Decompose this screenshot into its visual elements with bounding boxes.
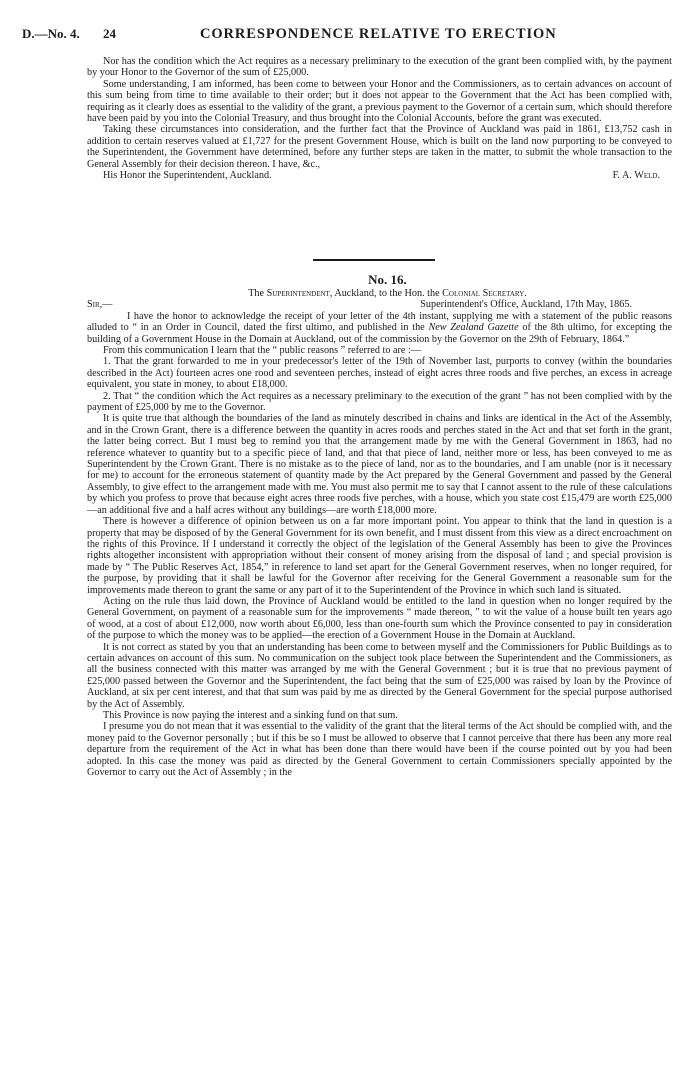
- salutation-dateline: [87, 299, 672, 310]
- paragraph: 1. That the grant forwarded to me in your predecessor's letter of the 19th of November last, purports to convey (within the boundaries described in the Act) fourteen acres one rood and seventeen perches, instead of eight acres three roods and five perches, an excess in acreage equivalent, you state in money, to about £18,000.: [87, 356, 672, 391]
- page-header: [0, 26, 700, 46]
- salutation: Sir,—: [87, 299, 113, 311]
- addressee: His Honor the Superintendent, Auckland.: [103, 170, 272, 182]
- paragraph: Some understanding, I am informed, has been come to between your Honor and the Commissioners, as to certain advances on account of this sum being from time to time available to their order; but it does not appear to the Government that the Act has been complied with, requiring as it clearly does as essential to the validity of the grant, a previous payment to the Governor of a certain sum, which should therefore have been paid by you into the Colonial Treasury, and thus brought into the Colonial Accounts, before the grant was executed.: [87, 78, 672, 125]
- gazette-title: New Zealand Gazette: [428, 322, 519, 334]
- paragraph: I presume you do not mean that it was essential to the validity of the grant that the literal terms of the Act should be complied with, and the money paid to the Governor personally ; but if this be so I must be allowed to observe that I cannot perceive that there has been any more real departure from the requirement of the Act in what has been done than there would have been if the course pointed out by you had been adopted. In this case the money was paid as directed by the General Government to certain Commissioners specially appointed by the Governor to carry out the Act of Assembly ; in the: [87, 721, 672, 779]
- paragraph: There is however a difference of opinion between us on a far more important point. You appear to think that the land in question is a property that may be disposed of by the General Government for its own benefit, and I must dissent from this view as a direct encroachment on the rights of this Province. If I understand it correctly the object of the legislation of the General Assembly has been to give the Provinces rights altogether inconsistent with appropriation without their consent of money arising from the disposal of land ; and special provision is made by “ The Public Reserves Act, 1854,” in reference to land set apart for the General Government reserves, when no longer required, for the purpose, by providing that it shall be lawful for the Governor after receiving for the General Government a reasonable sum for the improvements made thereon to grant the same or any part of it to the Superintendent of the Province in which such land is situated.: [87, 516, 672, 596]
- letter-number: No. 16.: [368, 272, 407, 287]
- section-divider: [313, 259, 435, 261]
- paragraph: It is quite true that although the boundaries of the land as minutely described in chains and links are identical in the Act of the Assembly, and in the Crown Grant, there is a difference between the quantity in acres roods and perches stated in the Act and that set forth in the grant, the latter being correct. But I must beg to remind you that the arrangement made by me with the General Government in 1863, had no reference whatever to quantity but to a specific piece of land, and that that piece of land, neither more or less, has been conveyed to me as Superintendent by the Crown Grant. There is no mistake as to the piece of land, nor as to the boundaries, and I am unable (nor is it necessary for me) to account for the erroneous statement of quantity made by the Act prepared by the General Government and passed by the General Assembly, to give effect to the arrangement made with me. You must also permit me to say that I cannot assent to the rule of these calculations by which you profess to prove that because eight acres three roods five perches, with a house, which you state cost £15,479 are worth £25,000—an additional five and a half acres without any buildings—are worth £18,000 more.: [87, 413, 672, 516]
- paragraph: From this communication I learn that the “ public reasons ” referred to are :—: [103, 345, 421, 357]
- paragraph: Nor has the condition which the Act requires as a necessary preliminary to the execution of the grant been complied with, by the payment by your Honor to the Governor of the sum of £25,000.: [87, 56, 672, 79]
- document-reference: D.—No. 4.: [22, 26, 80, 41]
- paragraph: Taking these circumstances into consideration, and the further fact that the Province of Auckland was paid in 1861, £13,752 cash in addition to certain reserves valued at £1,727 for the present Government House, which is built on the land now purporting to be conveyed to the Superintendent, the Government have determined, before any further steps are taken in the matter, to submit the whole transaction to the General Assembly for their decision thereon. I have, &c.,: [87, 124, 672, 170]
- signatory: F. A. Weld.: [612, 170, 660, 182]
- paragraph: Acting on the rule thus laid down, the Province of Auckland would be entitled to the land in question when no longer required by the General Government, on payment of a reasonable sum for the improvements “ made thereon, ” to wit the value of a house built ten years ago of wood, at a cost of about £12,000, now worth about £6,000, less than one-fourth sum which the Province consented to pay in consideration of the purpose to which the money was to be applied—the erection of a Government House in the Domain at Auckland.: [87, 595, 672, 642]
- paragraph: This Province is now paying the interest and a sinking fund on that sum.: [103, 710, 398, 722]
- page-number: 24: [103, 26, 116, 41]
- place-date: Superintendent's Office, Auckland, 17th May, 1865.: [420, 299, 632, 311]
- letter-no-16: [87, 272, 672, 778]
- signature-line: [87, 170, 672, 181]
- previous-letter-conclusion: [87, 56, 672, 181]
- running-title: CORRESPONDENCE RELATIVE TO ERECTION: [200, 26, 557, 42]
- paragraph: I have the honor to acknowledge the receipt of your letter of the 4th instant, supplying me with a statement of the public reasons alluded to “ in an Order in Council, dated the first ultimo, and published in the New Zealand Gazette of the 8th ultimo, for excepting the building of a Government House in the Domain at Auckland, out of the commission by the Governor on the 29th of February, 1864.”: [87, 310, 672, 345]
- letter-route: The Superintendent, Auckland, to the Hon. the Colonial Secretary.: [248, 288, 527, 299]
- paragraph: It is not correct as stated by you that an understanding has been come to between myself and the Commissioners for Public Buildings as to certain advances on account of this sum. No communication on the subject took place between the Superintendent and the Commissioners, as all the business connected with this matter was arranged by me with the General Government ; but it is true that no previous payment of £25,000 passed between the Governor and the Superintendent, the fact being that the sum of £25,000 was raised by loan by the Province of Auckland, at six per cent interest, and that that sum was paid by me as directed by the General Government for the special purpose authorised by the Act of Assembly.: [87, 641, 672, 710]
- paragraph: 2. That “ the condition which the Act requires as a necessary preliminary to the execution of the grant ” has not been complied with by the payment of £25,000 by me to the Governor.: [87, 390, 672, 414]
